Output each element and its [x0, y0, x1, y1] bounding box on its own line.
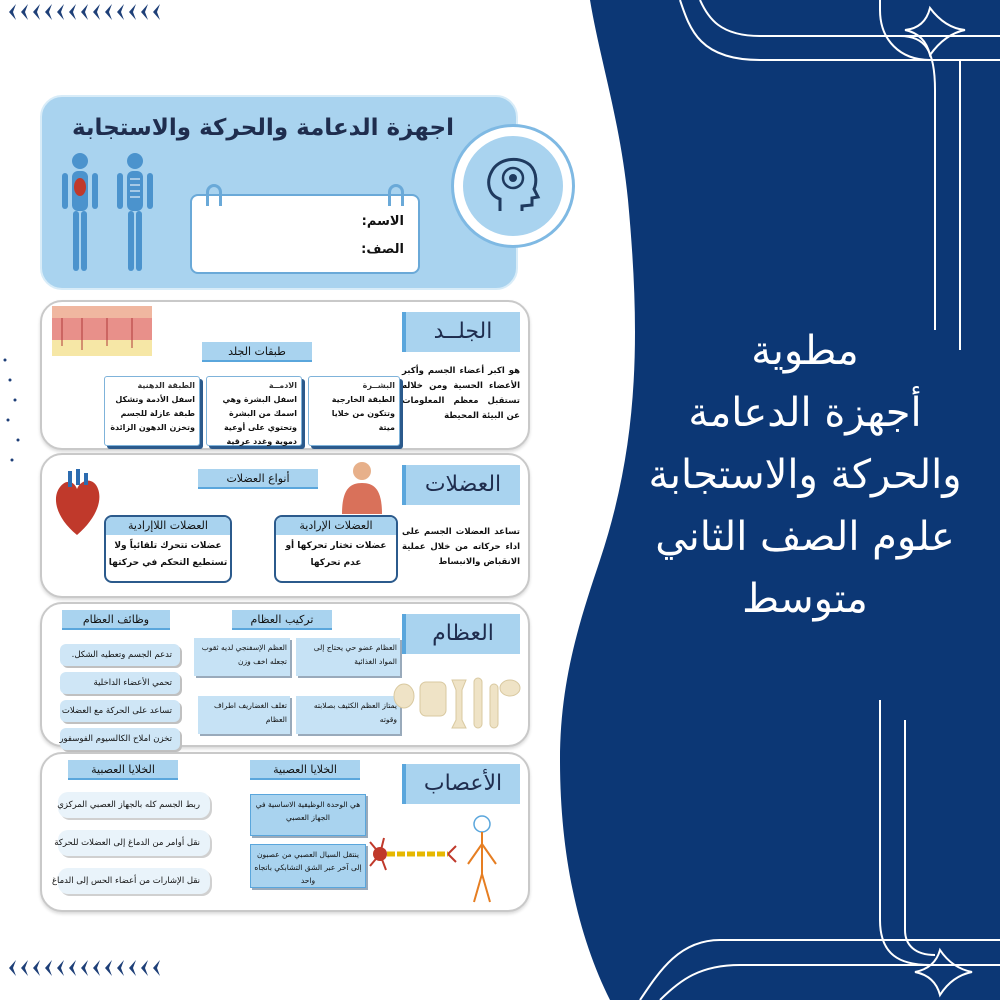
bone-structure-card: العظم الإسفنجي لديه ثقوب تجعله اخف وزن — [194, 638, 290, 676]
muscles-title: العضلات — [402, 465, 520, 505]
chevron-row-bottom — [6, 960, 160, 976]
muscle-type-card — [104, 515, 232, 583]
muscles-description: تساعد العضلات الجسم على اداء حركاته من خلال عملية الانقباض والانبساط — [402, 527, 520, 567]
skin-layer-name: البشــرة — [362, 381, 395, 390]
nerve-cells-tag: الخلايا العصبية — [68, 760, 178, 780]
title-line-2: أجهزة الدعامة — [688, 390, 922, 436]
skin-layer-name: الطبقة الدهنية — [137, 381, 195, 390]
chevron-row-top — [6, 4, 160, 20]
skin-layer-card — [308, 376, 400, 446]
bone-structure-card: يمتاز العظم الكثيف بصلابته وقوته — [296, 696, 400, 734]
skin-layer-text: اسفل الأدمة وتشكل طبقة عازلة للجسم وتخزن الدهون الزائدة — [110, 395, 195, 432]
name-class-box — [190, 194, 420, 274]
skin-description: هو اكبر أعضاء الجسم وأكبر الأعضاء الحسية ومن خلاله تستقبل معظم المعلومات عن البيئة المحيطة — [402, 366, 520, 421]
bone-structure-card: تغلف الغضاريف اطراف العظام — [198, 696, 290, 734]
leaflet-header — [40, 95, 518, 290]
skin-layers-illustration — [52, 306, 152, 356]
bones-title: العظام — [402, 614, 520, 654]
bone-function-item: تحمي الأعضاء الداخلية — [60, 672, 180, 694]
nervous-system-figure — [462, 814, 502, 904]
bone-function-item: تخزن املاح الكالسيوم الفوسفور — [60, 728, 180, 750]
class-label: الصف: — [361, 242, 404, 257]
nerve-function-item: ربط الجسم كله بالجهاز العصبي المركزي — [58, 792, 210, 818]
leaflet-title: اجهزة الدعامة والحركة والاستجابة — [71, 115, 454, 141]
title-line-1: مطوية — [751, 328, 859, 374]
bone-functions-tag: وظائف العظام — [62, 610, 170, 630]
bone-function-item: تدعم الجسم وتعطيه الشكل. — [60, 644, 180, 666]
heart-illustration — [50, 467, 105, 537]
skin-layer-text: الطبقة الخارجية وتتكون من خلايا ميتة — [331, 395, 395, 432]
skin-layer-card — [104, 376, 200, 446]
cover-title — [640, 320, 970, 630]
muscular-torso-illustration — [332, 459, 392, 514]
neuron-illustration — [368, 834, 458, 874]
bone-function-item: تساعد على الحركة مع العضلات — [60, 700, 180, 722]
nerve-cell-card: هي الوحدة الوظيفية الاساسية في الجهاز العصبي — [250, 794, 366, 836]
binder-ring — [206, 184, 222, 206]
bone-structure-tag: تركيب العظام — [232, 610, 332, 630]
title-line-3: والحركة والاستجابة — [648, 452, 962, 498]
muscle-type-card — [274, 515, 398, 583]
binder-ring — [388, 184, 404, 206]
muscle-type-name: العضلات اللاإرادية — [106, 517, 230, 535]
skin-layer-name: الادمــة — [268, 381, 297, 390]
bones-illustration — [392, 674, 522, 734]
muscle-types-tag: أنواع العضلات — [198, 469, 318, 489]
muscle-type-text: عضلات تختار تحركها أو عدم تحركها — [285, 541, 387, 568]
bone-structure-card: العظام عضو حي يحتاج إلى المواد الغذائية — [296, 638, 400, 676]
skin-layer-card — [206, 376, 302, 446]
skin-layers-tag: طبقات الجلد — [202, 342, 312, 362]
muscles-section — [40, 453, 530, 598]
nerve-cell-card: ينتقل السيال العصبي من عصبون إلى آخر عبر الشق التشابكي باتجاه واحد — [250, 844, 366, 888]
skin-title: الجلــد — [402, 312, 520, 352]
nerve-cells-tag: الخلايا العصبية — [250, 760, 360, 780]
nerve-function-item: نقل أوامر من الدماغ إلى العضلات للحركة — [58, 830, 210, 856]
human-body-illustration — [50, 149, 170, 289]
brain-head-icon — [454, 127, 572, 245]
nerve-function-item: نقل الإشارات من أعضاء الحس إلى الدماغ — [58, 868, 210, 894]
muscle-type-name: العضلات الإرادية — [276, 517, 396, 535]
leaflet-preview — [40, 95, 530, 915]
title-line-5: متوسط — [742, 576, 868, 622]
name-label: الاسم: — [361, 214, 404, 229]
skin-layer-text: اسفل البشرة وهي اسمك من البشرة وتحتوي على أوعية دموية وغدد عرقية — [222, 395, 297, 446]
nerves-title: الأعصاب — [402, 764, 520, 804]
skin-section — [40, 300, 530, 450]
title-line-4: علوم الصف الثاني — [655, 514, 955, 560]
bones-section — [40, 602, 530, 747]
nerves-section — [40, 752, 530, 912]
muscle-type-text: عضلات تتحرك تلقائياً ولا تستطيع التحكم في حركتها — [108, 541, 228, 568]
